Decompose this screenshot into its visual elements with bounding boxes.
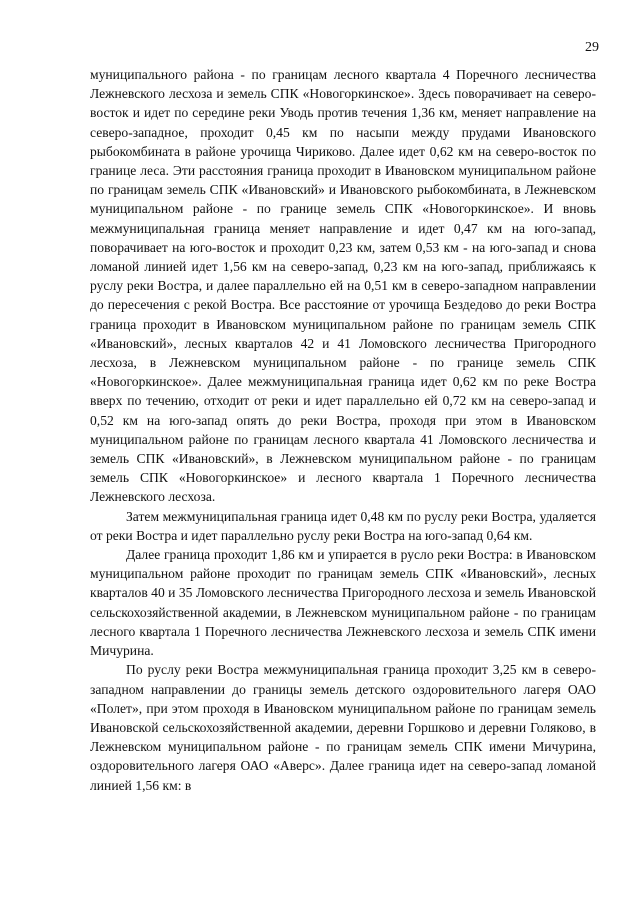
paragraph-4: По руслу реки Востра межмуниципальная граница проходит 3,25 км в северо-западном направлении до границы земель детского оздоровительного лагеря ОАО «Полет», при этом проходя в Ивановском муниципальном районе по границам земель Ивановской сельскохозяйственной академии, деревни Горшково и деревни Голяково, в Лежневском муниципальном районе - по границам земель СПК имени Мичурина, оздоровительного лагеря ОАО «Аверс». Далее граница идет на северо-запад ломаной линией 1,56 км: в — [90, 662, 596, 793]
paragraph-1: муниципального района - по границам лесного квартала 4 Поречного лесничества Лежневского лесхоза и земель СПК «Новогоркинское». Здесь поворачивает на северо-восток и идет по середине реки Уводь против течения 1,36 км, меняет направление на северо-западное, проходит 0,45 км по насыпи между прудами Ивановского рыбокомбината в районе урочища Чириково. Далее идет 0,62 км на северо-восток по границе леса. Эти расстояния граница проходит в Ивановском муниципальном районе по границам земель СПК «Ивановский» и Ивановского рыбокомбината, в Лежневском муниципальном районе - по границе земель СПК «Новогоркинское». И вновь межмуниципальная граница меняет направление и идет 0,47 км на юго-запад, поворачивает на юго-восток и проходит 0,23 км, затем 0,53 км - на юго-запад и снова ломаной линией идет 1,56 км на северо-запад, 0,23 км на юго-запад, приближаясь к руслу реки Востра, и далее параллельно ей на 0,51 км в северо-западном направлении до пересечения с рекой Востра. Все расстояние от урочища Бездедово до реки Востра граница проходит в Ивановском муниципальном районе по границам земель СПК «Ивановский», лесных кварталов 42 и 41 Ломовского лесничества Пригородного лесхоза, в Лежневском муниципальном районе - по границе земель СПК «Новогоркинское». Далее межмуниципальная граница идет 0,62 км по реке Востра вверх по течению, отходит от реки и идет параллельно ей 0,72 км на северо-запад и 0,52 км на юго-запад опять до реки Востра, проходя при этом в Ивановском муниципальном районе по границам лесного квартала 41 Ломовского лесничества и земель СПК «Ивановский», в Лежневском муниципальном районе - по границам земель СПК «Новогоркинское» и лесного квартала 1 Поречного лесничества Лежневского лесхоза. — [90, 67, 596, 505]
paragraph-2: Затем межмуниципальная граница идет 0,48 км по руслу реки Востра, удаляется от реки Востра и идет параллельно руслу реки Востра на юго-запад 0,64 км. — [90, 508, 596, 543]
page-number: 29 — [585, 40, 599, 55]
paragraph-3: Далее граница проходит 1,86 км и упирается в русло реки Востра: в Ивановском муниципальном районе проходит по границам земель СПК «Ивановский», лесных кварталов 40 и 35 Ломовского лесничества Пригородного лесхоза и земель Ивановской сельскохозяйственной академии, в Лежневском муниципальном районе - по границам лесного квартала 1 Поречного лесничества Лежневского лесхоза и земель СПК имени Мичурина. — [90, 547, 596, 659]
document-body — [90, 65, 596, 795]
